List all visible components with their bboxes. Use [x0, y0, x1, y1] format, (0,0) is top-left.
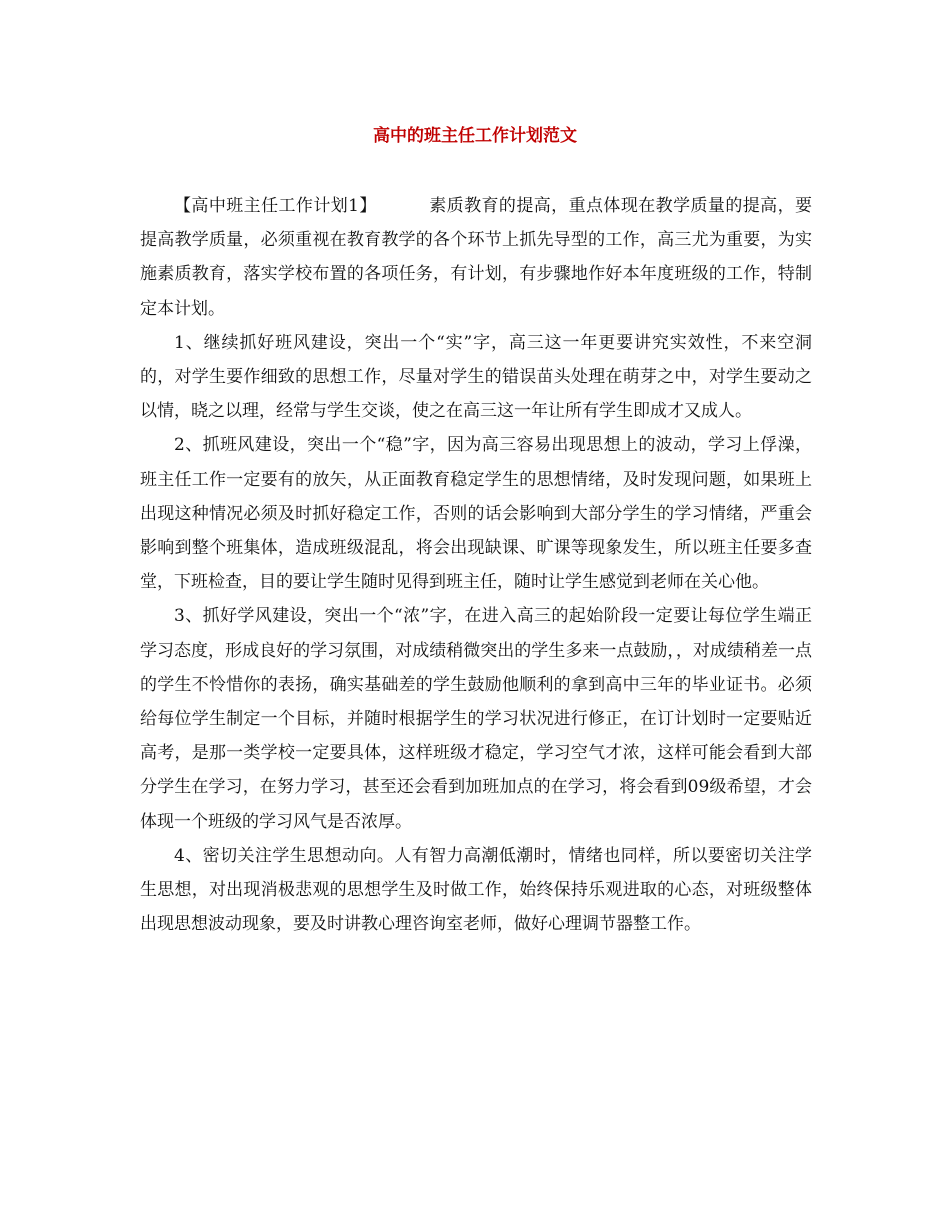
document-body — [140, 189, 812, 941]
intro-text: 素质教育的提高，重点体现在教学质量的提高，要提高教学质量，必须重视在教育教学的各个环节上抓先导型的工作，高三尤为重要，为实施素质教育，落实学校布置的各项任务，有计划，有步骤地作好本年度班级的工作，特制定本计划。 — [140, 196, 812, 319]
intro-paragraph — [140, 189, 812, 326]
document-title: 高中的班主任工作计划范文 — [373, 126, 577, 146]
paragraph-3: 3、抓好学风建设，突出一个“浓”字，在进入高三的起始阶段一定要让每位学生端正学习态度，形成良好的学习氛围，对成绩稍微突出的学生多来一点鼓励，，对成绩稍差一点的学生不怜惜你的表扬，确实基础差的学生鼓励他顺利的拿到高中三年的毕业证书。必须给每位学生制定一个目标，并随时根据学生的学习状况进行修正，在订计划时一定要贴近高考，是那一类学校一定要具体，这样班级才稳定，学习空气才浓，这样可能会看到大部分学生在学习，在努力学习，甚至还会看到加班加点的在学习，将会看到09级希望，才会体现一个班级的学习风气是否浓厚。 — [140, 606, 812, 832]
paragraph-1: 1、继续抓好班风建设，突出一个“实”字，高三这一年更要讲究实效性，不来空洞的，对学生要作细致的思想工作，尽量对学生的错误苗头处理在萌芽之中，对学生要动之以情，晓之以理，经常与学生交谈，使之在高三这一年让所有学生即成才又成人。 — [140, 332, 812, 422]
paragraph-2: 2、抓班风建设，突出一个“稳”字，因为高三容易出现思想上的波动，学习上俘澡，班主任工作一定要有的放矢，从正面教育稳定学生的思想情绪，及时发现问题，如果班上出现这种情况必须及时抓好稳定工作，否则的话会影响到大部分学生的学习情绪，严重会影响到整个班集体，造成班级混乱，将会出现缺课、旷课等现象发生，所以班主任要多查堂，下班检查，目的要让学生随时见得到班主任，随时让学生感觉到老师在关心他。 — [140, 435, 812, 593]
intro-heading: 【高中班主任工作计划1】 — [174, 196, 377, 216]
paragraph-4: 4、密切关注学生思想动向。人有智力高潮低潮时，情绪也同样，所以要密切关注学生思想，对出现消极悲观的思想学生及时做工作，始终保持乐观进取的心态，对班级整体出现思想波动现象，要及时讲教心理咨询室老师，做好心理调节器整工作。 — [140, 845, 812, 935]
